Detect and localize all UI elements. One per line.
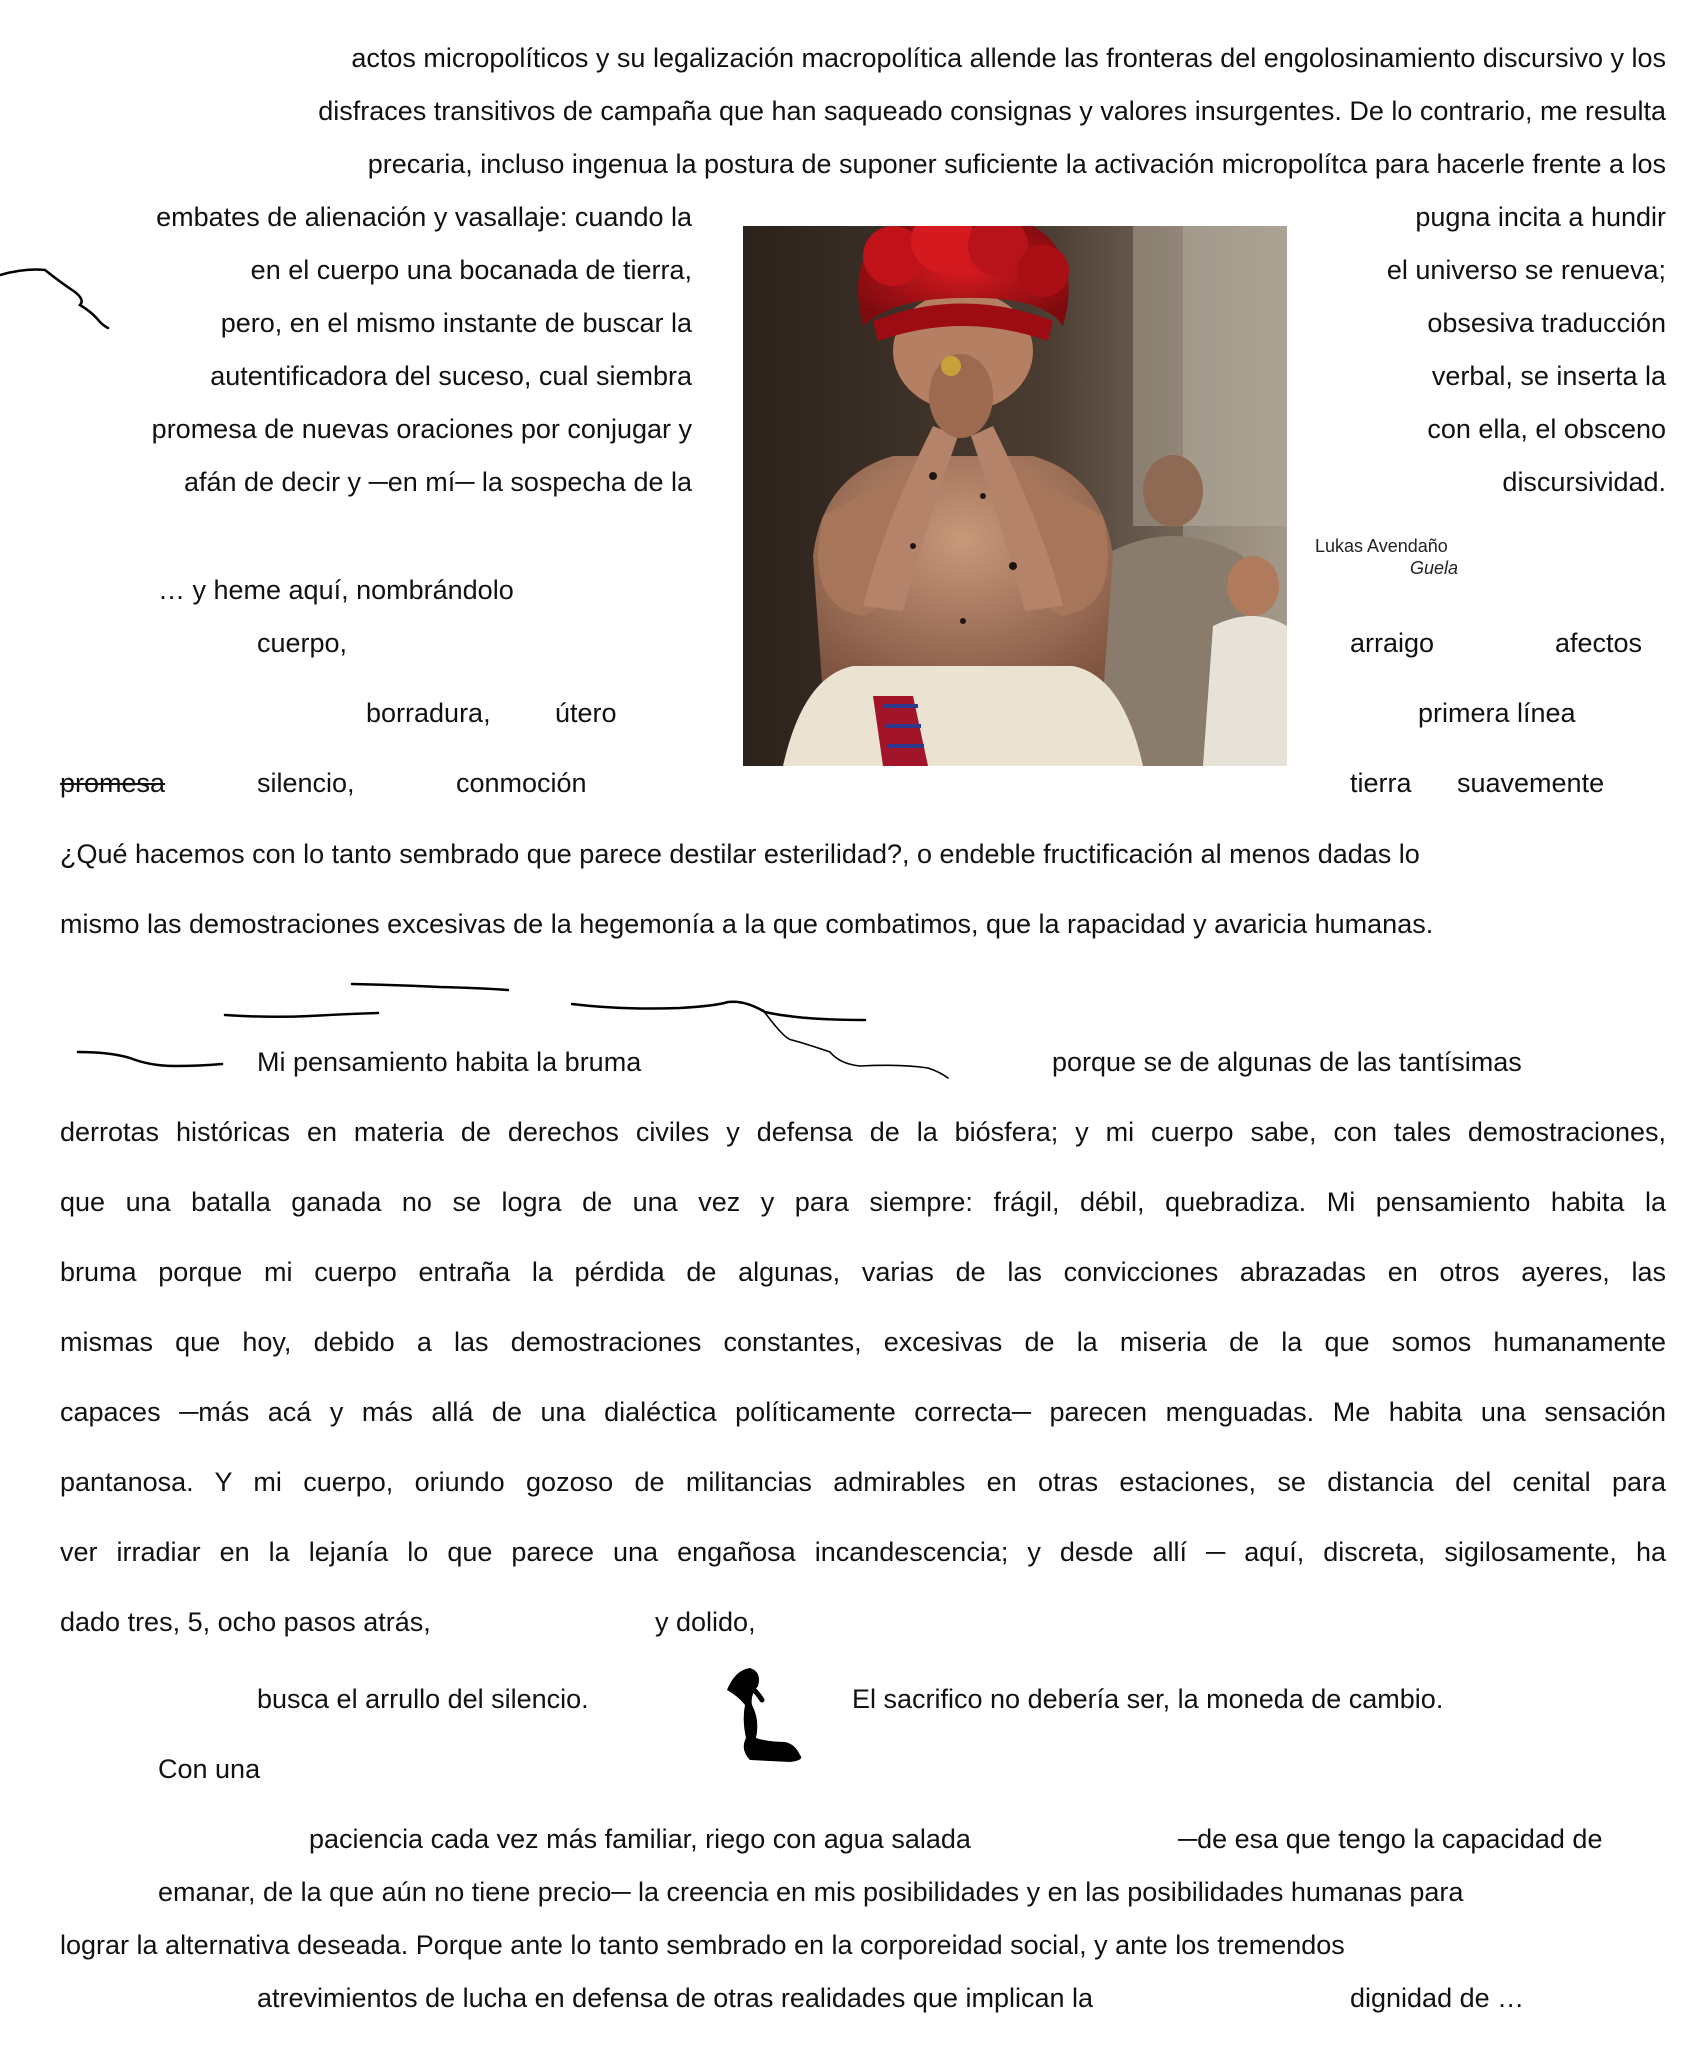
- scribble-dash-2: [352, 984, 508, 990]
- closing-emanar: emanar, de la que aún no tiene precio─ la creencia en mis posibilidades y en las posibilidades humanas para: [158, 1877, 1464, 1907]
- closing-emanar-tail: ─de esa que tengo la capacidad de: [1178, 1824, 1603, 1854]
- bruma-line-3: bruma porque mi cuerpo entraña la pérdida de algunas, varias de las convicciones abrazadas en otros ayeres, las: [60, 1257, 1666, 1287]
- top-line-3: precaria, incluso ingenua la postura de suponer suficiente la activación micropolítca para hacerle frente a los: [367, 149, 1666, 179]
- word-silencio: silencio,: [257, 768, 355, 798]
- left-line-1: embates de alienación y vasallaje: cuando la: [156, 202, 692, 232]
- bruma-tail: porque se de algunas de las tantísimas: [1052, 1047, 1522, 1077]
- right-line-6: discursividad.: [1502, 467, 1666, 497]
- closing-dignidad: dignidad de …: [1350, 1983, 1525, 2013]
- photo-caption-work: Guela: [1410, 558, 1459, 578]
- left-line-2: en el cuerpo una bocanada de tierra,: [250, 255, 692, 285]
- left-line-5: promesa de nuevas oraciones por conjugar y: [151, 414, 692, 444]
- closing-paciencia: paciencia cada vez más familiar, riego con agua salada: [309, 1824, 971, 1854]
- scribble-dash-1: [225, 1013, 378, 1017]
- left-line-6: afán de decir y ─en mí─ la sospecha de la: [183, 467, 692, 497]
- word-cuerpo: cuerpo,: [257, 628, 348, 658]
- word-conmocion: conmoción: [456, 768, 587, 798]
- right-line-5: con ella, el obsceno: [1427, 414, 1666, 444]
- bruma-line-2: que una batalla ganada no se logra de una vez y para siempre: frágil, débil, quebradiza. Mi pensamiento habita la: [60, 1187, 1666, 1217]
- bruma-pasos: dado tres, 5, ocho pasos atrás,: [60, 1607, 431, 1637]
- word-borradura: borradura,: [366, 698, 491, 728]
- question-line-1: ¿Qué hacemos con lo tanto sembrado que parece destilar esterilidad?, o endeble fructificación al menos dadas lo: [60, 839, 1420, 869]
- scribble-dash-3: [572, 1002, 865, 1020]
- word-promesa-struck: promesa: [60, 768, 166, 798]
- question-line-2: mismo las demostraciones excesivas de la hegemonía a la que combatimos, que la rapacidad y avaricia humanas.: [60, 909, 1434, 939]
- right-line-2: el universo se renueva;: [1386, 255, 1666, 285]
- bruma-line-5: capaces ─más acá y más allá de una dialéctica políticamente correcta─ parecen menguadas. Me habita una sensación: [60, 1397, 1666, 1427]
- word-afectos: afectos: [1555, 628, 1643, 658]
- scribble-branch: [763, 1010, 948, 1078]
- top-line-2: disfraces transitivos de campaña que han saqueado consignas y valores insurgentes. De lo contrario, me resulta: [318, 96, 1666, 126]
- performance-photo: [743, 226, 1287, 766]
- word-arraigo: arraigo: [1350, 628, 1435, 658]
- bruma-lead: Mi pensamiento habita la bruma: [257, 1047, 642, 1077]
- bruma-line-6: pantanosa. Y mi cuerpo, oriundo gozoso de militancias admirables en otras estaciones, se distancia del cenital para: [60, 1467, 1666, 1497]
- bruma-dolido: y dolido,: [655, 1607, 756, 1637]
- closing-sacrificio: El sacrifico no debería ser, la moneda de cambio.: [852, 1684, 1444, 1714]
- word-tierra: tierra: [1350, 768, 1412, 798]
- bruma-line-7: ver irradiar en la lejanía lo que parece una engañosa incandescencia; y desde allí ─ aquí, discreta, sigilosamente, ha: [60, 1537, 1666, 1567]
- naming-line: … y heme aquí, nombrándolo: [158, 575, 514, 605]
- left-line-4: autentificadora del suceso, cual siembra: [210, 361, 692, 391]
- right-line-3: obsesiva traducción: [1427, 308, 1666, 338]
- bruma-line-1: derrotas históricas en materia de derechos civiles y defensa de la biósfera; y mi cuerpo sabe, con tales demostraciones,: [60, 1117, 1666, 1147]
- kneeling-figure-icon: [727, 1668, 801, 1762]
- closing-arrullo: busca el arrullo del silencio.: [257, 1684, 589, 1714]
- word-utero: útero: [555, 698, 617, 728]
- performance-photo-illustration: [743, 226, 1287, 766]
- closing-lograr: lograr la alternativa deseada. Porque ante lo tanto sembrado en la corporeidad social, y ante los tremendos: [60, 1930, 1345, 1960]
- top-line-1: actos micropolíticos y su legalización macropolítica allende las fronteras del engolosinamiento discursivo y los: [351, 43, 1666, 73]
- closing-con-una: Con una: [158, 1754, 261, 1784]
- word-primera-linea: primera línea: [1418, 698, 1576, 728]
- left-margin-scribble: [0, 270, 108, 328]
- photo-caption-artist: Lukas Avendaño: [1315, 536, 1448, 556]
- bruma-line-4: mismas que hoy, debido a las demostraciones constantes, excesivas de la miseria de la que somos humanamente: [60, 1327, 1666, 1357]
- right-line-4: verbal, se inserta la: [1431, 361, 1666, 391]
- left-line-3: pero, en el mismo instante de buscar la: [220, 308, 692, 338]
- word-suavemente: suavemente: [1457, 768, 1605, 798]
- right-line-1: pugna incita a hundir: [1415, 202, 1666, 232]
- scribble-dash-4: [78, 1052, 222, 1066]
- closing-atrevimientos: atrevimientos de lucha en defensa de otras realidades que implican la: [257, 1983, 1094, 2013]
